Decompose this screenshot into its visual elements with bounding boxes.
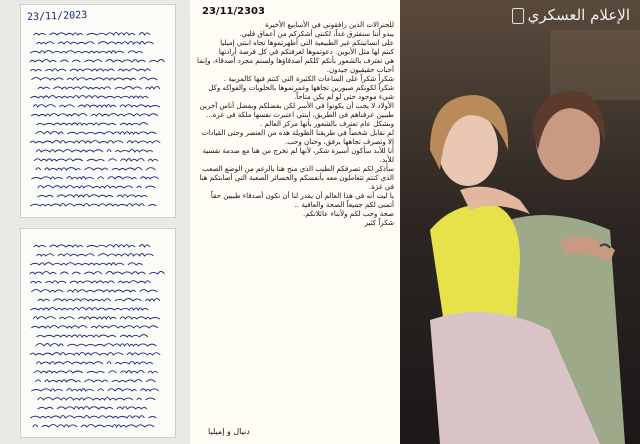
handwriting-line [36, 132, 157, 134]
handwriting-line [38, 87, 160, 89]
handwritten-page-2 [20, 228, 176, 438]
handwriting-line [38, 407, 147, 409]
handwritten-date: 23/11/2023 [26, 9, 88, 24]
media-logo-text: الإعلام العسكري [527, 6, 630, 24]
photo-woman-holding-child [400, 0, 640, 444]
letter-date: 23/11/2303 [202, 6, 265, 17]
handwriting-line [36, 150, 152, 152]
handwriting-line [30, 51, 146, 53]
handwriting-lines-page-2 [21, 229, 177, 439]
handwriting-line [31, 69, 151, 71]
handwriting-line [36, 380, 156, 382]
handwriting-line [33, 105, 159, 107]
handwriting-line [37, 254, 154, 256]
handwriting-line [31, 326, 158, 328]
handwriting-line [36, 123, 147, 125]
handwriting-line [31, 114, 158, 116]
handwriting-line [30, 96, 148, 98]
handwriting-line [33, 317, 159, 319]
handwriting-line [33, 425, 154, 427]
handwriting-line [36, 335, 147, 337]
handwriting-line [36, 168, 156, 170]
handwriting-line [38, 186, 156, 188]
handwriting-line [34, 371, 158, 373]
media-logo-icon [512, 8, 524, 24]
handwriting-line [31, 389, 158, 391]
arabic-translation-panel [190, 0, 400, 444]
handwriting-line [30, 141, 160, 143]
letter-signature: دنيال و إميليا [208, 427, 250, 436]
letter-body: للجنرالات الذين رافقوني في الأسابيع الأخيرة يبدو أننا سنفترق غداً، لكنني أشكركم من أعماق قلبي. على انسانيتكم غير الطبيعية التي أظهرتموها تجاه ابنتي إميليا كنتم لها مثل الأبوين. دعوتموها لغرفتكم في كل فرصة أرادتها هي تعترف بالشعور بأنكم كلكم أصدقاؤها ولستم مجرد أصدقاء، وإنما أحباب حقيقيون جيدون. شكراً شكراً على الساعات الكثيرة التي كنتم فيها كالمربية . شكراً لكونكم صبورين تجاهها وغمرتموها بالحلويات والفواكه وكل شيء موجود حتى لو لم يكن متاحاً. الأولاد لا يجب أن يكونوا في الأسر لكن بفضلكم وبفضل أناس آخرين طيبين عرفناهم في الطريق، ابنتي اعتبرت نفسها ملكة في غزة... وبشكل عام تعترف بالشعور بأنها مركز العالم . لم نقابل شخصاً في طريقنا الطويلة هذه من العنصر وحتى القيادات إلا وتصرف تجاهها برفق، وحنان وحب. أنا للأبد سأكون أسيرة شكر، لأنها لم تخرج من هنا مع صدمة نفسية للأبد. سأذكر لكم تصرفكم الطيب الذي منح هنا بالرغم من الوضع الصعب الذي كنتم تتعاملون معه بأنفسكم والخسائر الصعبة التي أصابتكم هنا في غزة. يا ليت أنه في هذا العالم أن يقدر لنا أن نكون أصدقاء طيبين حقاً أتمنى لكم جميعاً الصحة والعافية .. صحة وحب لكم ولأبناء عائلاتكم. شكراً كثير [196, 20, 394, 227]
handwriting-line [36, 362, 152, 364]
handwriting-lines-page-1 [21, 5, 177, 219]
handwriting-line [34, 159, 158, 161]
handwritten-page-1 [20, 4, 176, 218]
handwriting-line [38, 299, 160, 301]
handwriting-line [30, 272, 165, 274]
handwriting-line [38, 398, 156, 400]
handwriting-line [30, 204, 156, 206]
photo-panel [400, 0, 640, 444]
handwriting-line [38, 195, 147, 197]
handwriting-line [37, 42, 154, 44]
handwriting-line [30, 416, 156, 418]
handwriting-line [31, 78, 157, 80]
handwriting-line [34, 245, 150, 247]
handwritten-letter-scan [0, 0, 190, 444]
handwriting-line [30, 263, 146, 265]
handwriting-line [31, 290, 157, 292]
handwriting-line [31, 177, 158, 179]
handwriting-line [30, 353, 160, 355]
handwriting-line [30, 60, 165, 62]
handwriting-line [31, 281, 151, 283]
handwriting-line [34, 33, 150, 35]
handwriting-line [36, 344, 157, 346]
handwriting-line [30, 308, 148, 310]
